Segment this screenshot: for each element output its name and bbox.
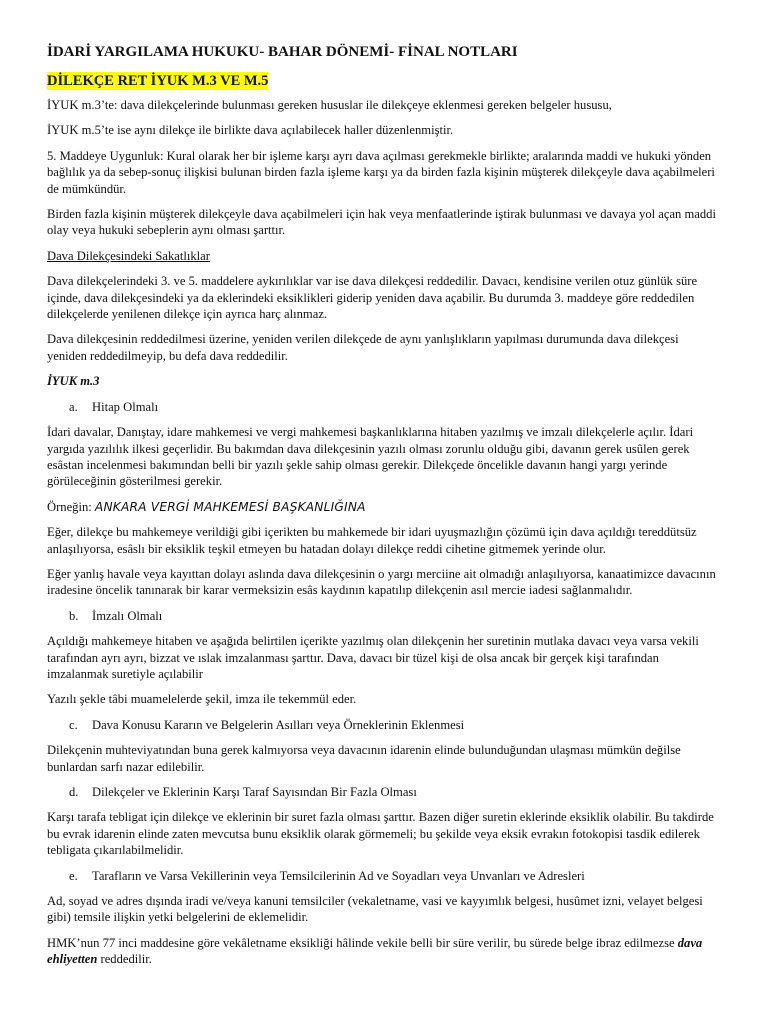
list-item-a: [69, 399, 718, 415]
paragraph: 5. Maddeye Uygunluk: Kural olarak her bir işleme karşı ayrı dava açılması gerekmekle birlikte; aralarında maddi ve hukuki yönden bağlılık ya da sebep-sonuç ilişkisi bulunan birden fazla işleme karşı ya da birden fazla kişinin müşterek dilekçeyle dava açabilmeleri de mümkündür.: [47, 148, 715, 196]
paragraph: İdari davalar, Danıştay, idare mahkemesi ve vergi mahkemesi başkanlıklarına hitaben yazılmış ve imzalı dilekçelerle açılır. İdari yargıda yazılılık ilkesi geçerlidir. Bu bakımdan dava dilekçesinin yazılı olması zorunlu olduğu gibi, davanın gerek usûlen gerek esâstan incelenmesi bakımından belli bir yazılı şekle sahip olması gerekir. Dilekçede öncelikle davanın hangi yargı yerinde görüleceğinin gösterilmesi gerekir.: [47, 425, 694, 489]
paragraph: Yazılı şekle tâbi muamelelerde şekil, imza ile tekemmül eder.: [47, 692, 357, 707]
list-item-e: [69, 868, 718, 884]
page-title: İDARİ YARGILAMA HUKUKU- BAHAR DÖNEMİ- FİNAL NOTLARI: [47, 44, 518, 60]
section-subheading: [47, 248, 718, 264]
list-marker: c.: [69, 717, 78, 732]
paragraph: Eğer, dilekçe bu mahkemeye verildiği gibi içerikten bu mahkemede bir idari uyuşmazlığın çözümü için dava açıldığı tereddütsüz anlaşılıyorsa, esâslı bir eksiklik teşkil etmeyen bu hatadan dolayı dilekçe reddi cihetine gitmemek yerinde olur.: [47, 525, 697, 556]
example-line: [47, 499, 718, 515]
example-text: ANKARA VERGİ MAHKEMESİ BAŞKANLIĞINA: [94, 499, 366, 514]
list-item-d: [69, 784, 718, 800]
paragraph: [47, 935, 718, 968]
paragraph: Dilekçenin muhteviyatından buna gerek kalmıyorsa veya davacının idarenin elinde bulunduğundan ulaşması mümkün değilse bunlardan sarfı nazar edilebilir.: [47, 743, 681, 774]
list-item-b: [69, 608, 718, 624]
paragraph: Dava dilekçesinin reddedilmesi üzerine, yeniden verilen dilekçede de aynı yanlışlıkların yapılması durumunda dava dilekçesi yeniden reddedilmeyip, bu defa dava reddedilir.: [47, 332, 679, 363]
example-prefix: Örneğin:: [47, 499, 95, 514]
paragraph: İYUK m.5’te ise aynı dilekçe ile birlikte dava açılabilecek haller düzenlenmiştir.: [47, 123, 454, 138]
list-item-c: [69, 717, 718, 733]
paragraph: Dava dilekçelerindeki 3. ve 5. maddelere aykırılıklar var ise dava dilekçesi reddedilir. Davacı, kendisine verilen otuz günlük süre içinde, dava dilekçesindeki ya da eklerindeki eksiklikleri giderip yeniden dava açabilir. Bu durumda 3. maddeye göre reddedilen dilekçelerde yenilenen dilekçe için ayrıca harç alınmaz.: [47, 274, 698, 322]
list-item-text: Tarafların ve Varsa Vekillerinin veya Temsilcilerinin Ad ve Soyadları veya Unvanları ve Adresleri: [92, 868, 585, 883]
list-item-text: Hitap Olmalı: [92, 399, 159, 414]
list-marker: a.: [69, 399, 78, 414]
paragraph: Birden fazla kişinin müşterek dilekçeyle dava açabilmeleri için hak veya menfaatlerinde iştirak bulunması ve davaya yol açan maddi olay veya hukuki sebeplerin aynı olması şarttır.: [47, 207, 716, 238]
underlined-subheading: Dava Dilekçesindeki Sakatlıklar: [47, 248, 210, 263]
text-run: HMK’nun 77 inci maddesine göre vekâletname eksikliği hâlinde vekile belli bir süre verilir, bu sürede belge ibraz edilmezse: [47, 935, 678, 950]
highlighted-heading: DİLEKÇE RET İYUK M.3 VE M.5: [47, 73, 269, 89]
list-marker: d.: [69, 785, 79, 799]
paragraph: Ad, soyad ve adres dışında iradi ve/veya kanuni temsilciler (vekaletname, vasi ve kayyımlık belgesi, husûmet izni, velayet belgesi gibi) temsile ilişkin yetki belgelerini de eklemelidir.: [47, 894, 703, 925]
paragraph: Karşı tarafa tebligat için dilekçe ve eklerinin bir suret fazla olması şarttır. Bazen diğer suretin eklerinde eksiklik olabilir. Bu takdirde bu evrak idarenin elinde zaten mevcutsa bunu eksiklik olarak görmemeli; bu şekilde veya eksik evrakın fotokopisi tasdik edilerek tebligata çıkarılabilmelidir.: [47, 810, 714, 858]
text-run: reddedilir.: [97, 952, 152, 967]
list-marker: e.: [69, 868, 78, 883]
paragraph: İYUK m.3’te: dava dilekçelerinde bulunması gereken hususlar ile dilekçeye eklenmesi gereken belgeler hususu,: [47, 98, 612, 112]
list-item-text: İmzalı Olmalı: [92, 608, 163, 623]
paragraph: Açıldığı mahkemeye hitaben ve aşağıda belirtilen içerikte yazılmış olan dilekçenin her suretinin mutlaka davacı veya varsa vekili tarafından ayrı ayrı, bizzat ve ıslak imzalanması şarttır. Dava, davacı bir tüzel kişi de olsa ancak bir gerçek kişi tarafından imzalanmak suretiyle açılabilir: [47, 634, 699, 681]
paragraph: Eğer yanlış havale veya kayıttan dolayı aslında dava dilekçesinin o yargı merciine ait olmadığı anlaşılıyorsa, kanaatimizce davacının iradesine öncelik tanınarak bir karar vermeksizin esâs kaydının kapatılıp dilekçenin asıl mercie iadesi sağlanmalıdır.: [47, 566, 716, 598]
list-item-text: Dava Konusu Kararın ve Belgelerin Asılları veya Örneklerinin Eklenmesi: [92, 717, 465, 732]
list-marker: b.: [69, 608, 79, 623]
list-item-text: Dilekçeler ve Eklerinin Karşı Taraf Sayısından Bir Fazla Olması: [92, 785, 417, 799]
iyuk-label: İYUK m.3: [47, 374, 100, 389]
emphasis-text: dava ehliyetten: [47, 935, 703, 967]
